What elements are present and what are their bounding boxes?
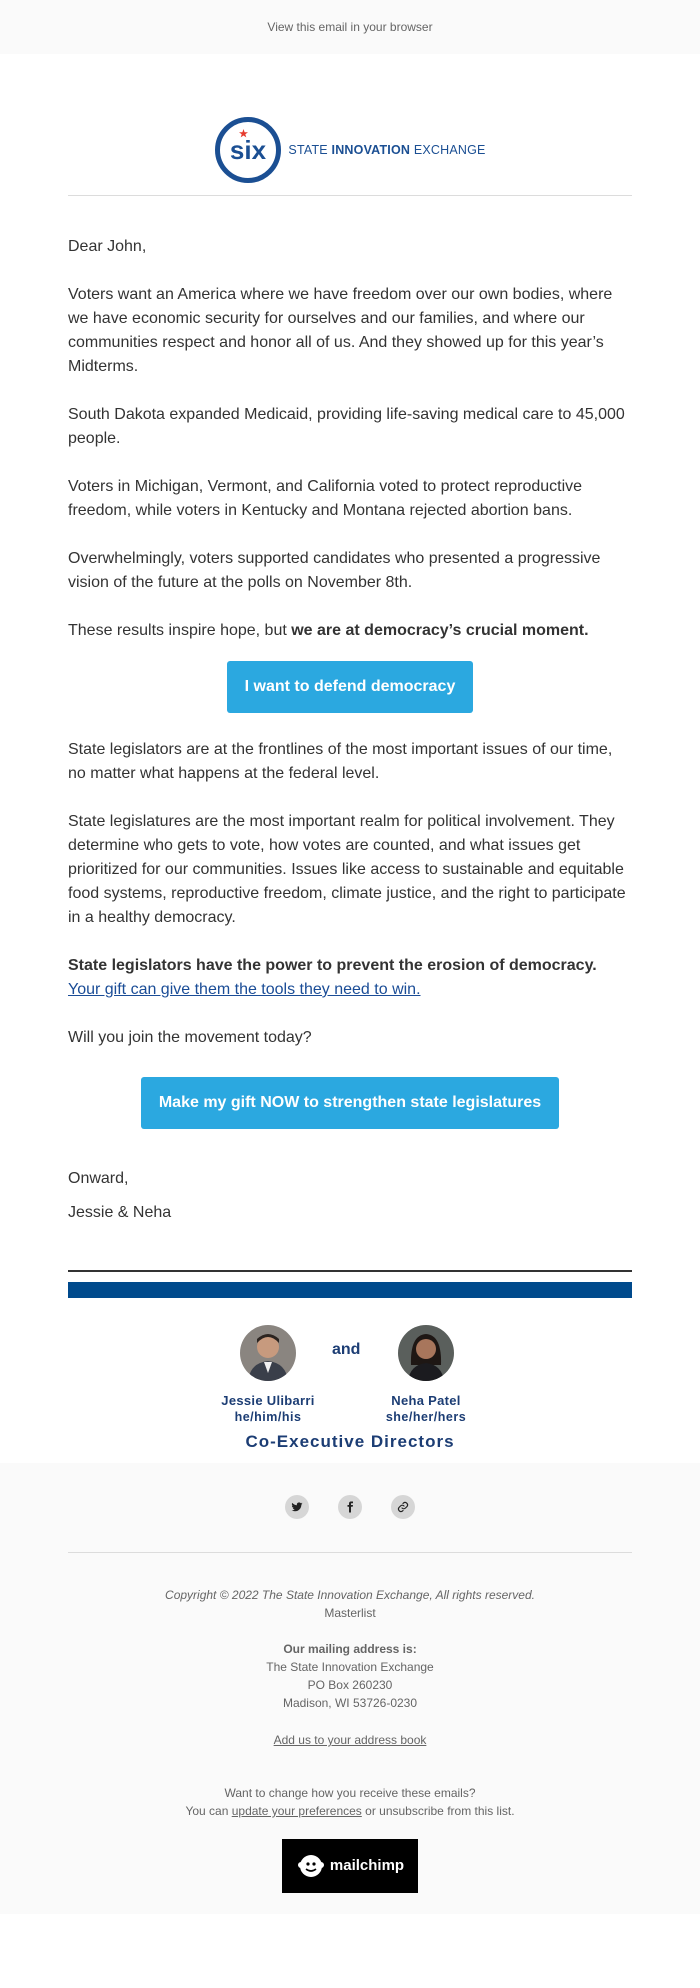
closing: Onward,: [68, 1170, 129, 1187]
address-line-2: PO Box 260230: [307, 1678, 393, 1692]
twitter-icon[interactable]: [285, 1495, 309, 1519]
preferences-row: You can update your preferences or unsubscribe from this list.: [185, 1804, 515, 1818]
mailchimp-badge[interactable]: [282, 1839, 418, 1893]
update-preferences-link[interactable]: update your preferences: [231, 1804, 362, 1818]
add-address-book-link[interactable]: Add us to your address book: [273, 1733, 427, 1747]
email-body: [0, 54, 700, 1463]
header-logo-area: [68, 54, 632, 195]
make-gift-button[interactable]: Make my gift NOW to strengthen state legislatures: [141, 1077, 559, 1129]
directors-title: Co-Executive Directors: [245, 1432, 455, 1451]
paragraph-2: South Dakota expanded Medicaid, providing life-saving medical care to 45,000 people.: [68, 406, 625, 447]
view-in-browser-bar: [0, 0, 700, 54]
mailchimp-freddie-icon: [296, 1851, 326, 1881]
defend-democracy-button[interactable]: I want to defend democracy: [227, 661, 473, 713]
six-logo[interactable]: [214, 104, 485, 195]
and-label: and: [332, 1341, 361, 1358]
jessie-avatar: [240, 1325, 296, 1381]
signature-black-rule: [68, 1270, 632, 1272]
link-icon[interactable]: [391, 1495, 415, 1519]
paragraph-8: State legislators have the power to prevent the erosion of democracy. Your gift can give them the tools they need to win.: [68, 957, 597, 998]
address-book-row: [0, 1731, 700, 1749]
jessie-pronouns: he/him/his: [234, 1410, 302, 1424]
six-logo-mark-icon: [214, 116, 282, 184]
address-line-3: Madison, WI 53726-0230: [282, 1696, 418, 1710]
change-emails-question: Want to change how you receive these emails?: [224, 1786, 476, 1800]
signature-blue-bar: [68, 1282, 632, 1298]
paragraph-9: Will you join the movement today?: [68, 1029, 312, 1046]
paragraph-1: Voters want an America where we have freedom over our own bodies, where we have economic security for ourselves and our families, and where our communities respect and honor all of us. And they showed up for this year’s Midterms.: [68, 286, 613, 375]
paragraph-4: Overwhelmingly, voters supported candidates who presented a progressive vision of the future at the polls on November 8th.: [68, 550, 601, 591]
facebook-icon[interactable]: [338, 1495, 362, 1519]
address-line-1: The State Innovation Exchange: [266, 1660, 434, 1674]
email-footer: [0, 1463, 700, 1914]
list-name: Masterlist: [324, 1606, 376, 1620]
neha-name: Neha Patel: [391, 1393, 461, 1408]
paragraph-6: State legislators are at the frontlines of the most important issues of our time, no matter what happens at the federal level.: [68, 741, 613, 782]
paragraph-3: Voters in Michigan, Vermont, and California voted to protect reproductive freedom, while voters in Kentucky and Montana rejected abortion bans.: [68, 478, 583, 519]
mailing-address-label: Our mailing address is:: [283, 1642, 417, 1656]
paragraph-5: These results inspire hope, but we are at democracy’s crucial moment.: [68, 622, 589, 639]
paragraph-7: State legislatures are the most important realm for political involvement. They determine who gets to vote, how votes are counted, and what issues get prioritized for our communities. Issues like access to sustainable and equitable food systems, reproductive freedom, climate justice, and the right to participate in a healthy democracy.: [68, 813, 626, 926]
neha-pronouns: she/her/hers: [385, 1410, 467, 1424]
neha-avatar: [398, 1325, 454, 1381]
directors-banner: [68, 1298, 632, 1451]
footer-divider: [68, 1552, 632, 1553]
gift-link[interactable]: Your gift can give them the tools they need to win.: [68, 981, 421, 998]
signoff: Jessie & Neha: [68, 1204, 172, 1221]
logo-wordmark: STATE INNOVATION EXCHANGE: [288, 142, 486, 157]
view-in-browser-link[interactable]: View this email in your browser: [267, 20, 433, 34]
svg-text:six: six: [230, 134, 267, 165]
mailchimp-wordmark: mailchimp: [329, 1857, 405, 1874]
greeting: Dear John,: [68, 238, 147, 255]
social-links: [0, 1495, 700, 1519]
jessie-name: Jessie Ulibarri: [221, 1393, 315, 1408]
copyright-text: Copyright © 2022 The State Innovation Exchange, All rights reserved.: [165, 1588, 535, 1602]
